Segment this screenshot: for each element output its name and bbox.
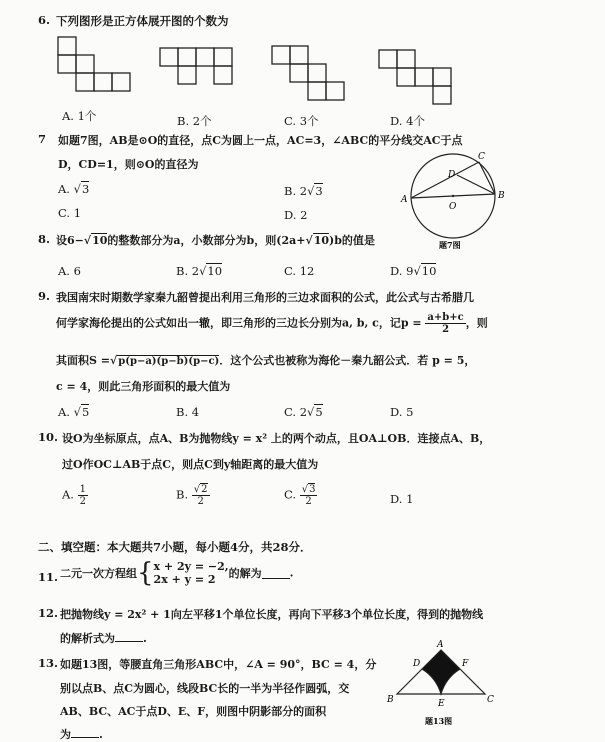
q10-option-d: D. 1 xyxy=(390,492,414,506)
q13-line2: 别以点B、点C为圆心，线段BC长的一半为半径作圆弧，交 xyxy=(60,682,350,695)
q13-answer-blank[interactable] xyxy=(71,727,99,738)
q7-caption: 题7图 xyxy=(439,240,461,250)
q6-number: 6. xyxy=(38,13,51,27)
shaded-region xyxy=(422,650,460,694)
q7-label-b: B xyxy=(498,191,505,201)
q7-label-d: D xyxy=(448,170,456,180)
q7-label-o: O xyxy=(449,202,457,212)
q13-label-a: A xyxy=(437,640,444,650)
q7-line1: 如题7图，AB是⊙O的直径，点C为圆上一点，AC=3，∠ABC的平分线交AC于点 xyxy=(58,134,463,147)
net-3 xyxy=(272,46,344,100)
q12-answer-blank[interactable] xyxy=(115,631,143,642)
q10-number: 10. xyxy=(38,430,59,444)
q7-option-b: B. 2√3 xyxy=(284,184,323,198)
q9-option-b: B. 4 xyxy=(176,405,200,419)
q13-line1: 如题13图，等腰直角三角形ABC中，∠A = 90°，BC = 4，分 xyxy=(60,658,377,671)
q7-option-c: C. 1 xyxy=(58,206,82,220)
q11-number: 11. xyxy=(38,570,59,584)
q9-line3: 其面积S =√p(p−a)(p−b)(p−c)．这个公式也被称为海伦－秦九韶公式．若 p = 5， xyxy=(56,354,476,367)
q13-caption: 题13图 xyxy=(425,716,453,726)
q9-line2: 何学家海伦提出的公式如出一辙，即三角形的三边长分别为a, b, c，记p = $\frac{a+b+c}{2}$ ，则 xyxy=(56,312,488,335)
q10-option-b: B. $\frac{√2}{2}$ xyxy=(176,484,208,507)
q8-option-b: B. 2√10 xyxy=(176,264,223,278)
q9-number: 9. xyxy=(38,289,51,303)
q13-label-d: D xyxy=(413,659,421,669)
q7-label-a: A xyxy=(401,195,408,205)
q13-figure xyxy=(385,636,505,731)
q7-option-a: A. √3 xyxy=(58,182,90,196)
q13-label-f: F xyxy=(462,659,469,669)
net-4 xyxy=(379,50,451,104)
q13-label-c: C xyxy=(487,695,494,705)
q13-label-b: B xyxy=(387,695,394,705)
q8-option-c: C. 12 xyxy=(284,264,315,278)
q8-number: 8. xyxy=(38,232,51,246)
q13-line4: 为 . xyxy=(60,728,103,741)
q12-number: 12. xyxy=(38,606,59,620)
net-1 xyxy=(58,37,130,91)
q9-option-c: C. 2√5 xyxy=(284,405,323,419)
q7-option-d: D. 2 xyxy=(284,208,308,222)
q10-line1: 设O为坐标原点，点A、B为抛物线y = x² 上的两个动点，且OA⊥OB．连接点A、B， xyxy=(62,432,491,445)
q6-option-b: B. 2个 xyxy=(177,114,212,128)
q10-line2: 过O作OC⊥AB于点C，则点C到y轴距离的最大值为 xyxy=(62,458,319,471)
q10-option-c: C. $\frac{√3}{2}$ xyxy=(284,484,316,507)
q11-text: 二元一次方程组{x + 2y = −2, 2x + y = 2 的解为 . xyxy=(60,558,294,588)
q6-text: 下列图形是正方体展开图的个数为 xyxy=(56,14,229,28)
q6-option-a: A. 1个 xyxy=(62,109,97,123)
q6-option-d: D. 4个 xyxy=(390,114,425,128)
q7-number: 7 xyxy=(38,132,47,146)
q7-label-c: C xyxy=(478,152,485,162)
q8-option-a: A. 6 xyxy=(58,264,81,278)
q11-answer-blank[interactable] xyxy=(262,568,290,579)
section-2-heading: 二、填空题：本大题共7小题，每小题4分，共28分． xyxy=(38,540,312,554)
q12-line2: 的解析式为 . xyxy=(60,632,147,645)
q10-option-a: A. $\frac{1}{2}$ xyxy=(62,484,86,507)
q7-line2: D，CD=1，则⊙O的直径为 xyxy=(58,158,199,171)
q9-option-d: D. 5 xyxy=(390,405,414,419)
q7-figure xyxy=(395,148,525,253)
q9-line1: 我国南宋时期数学家秦九韶曾提出利用三角形的三边求面积的公式，此公式与古希腊几 xyxy=(56,291,474,304)
q6-nets-figure xyxy=(0,0,605,110)
q6-option-c: C. 3个 xyxy=(284,114,319,128)
q13-label-e: E xyxy=(438,699,445,709)
q9-line4: c = 4，则此三角形面积的最大值为 xyxy=(56,380,231,393)
q9-option-a: A. √5 xyxy=(58,405,90,419)
q13-number: 13. xyxy=(38,656,59,670)
q8-option-d: D. 9√10 xyxy=(390,264,437,278)
q8-text: 设6−√10的整数部分为a，小数部分为b，则(2a+√10)b的值是 xyxy=(56,234,375,247)
q13-line3: AB、BC、AC于点D、E、F，则图中阴影部分的面积 xyxy=(60,705,327,718)
net-2 xyxy=(160,48,232,84)
q12-line1: 把抛物线y = 2x² + 1向左平移1个单位长度，再向下平移3个单位长度，得到的抛物线 xyxy=(60,608,484,621)
